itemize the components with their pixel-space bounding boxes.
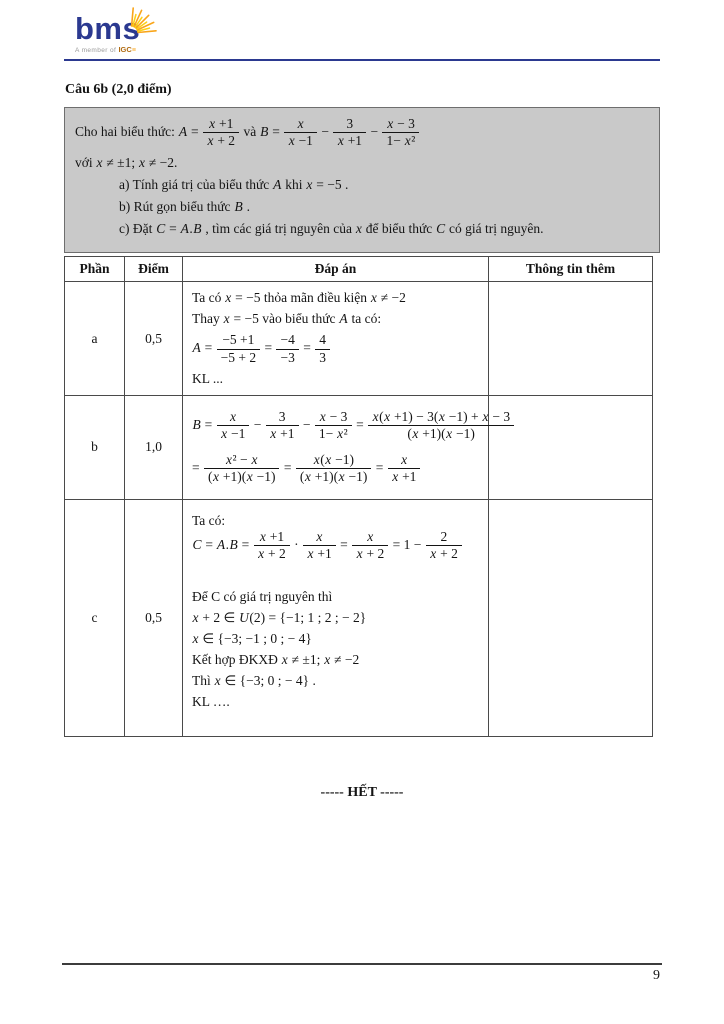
question-title: Câu 6b (2,0 điểm) [65, 82, 172, 97]
problem-line: với x ≠ ±1; x ≠ −2. [75, 155, 178, 171]
answer-line: Thì x ∈ {−3; 0 ; − 4} . [192, 673, 316, 689]
col-header-diem: Điểm [125, 257, 183, 282]
problem-statement-box [64, 107, 660, 253]
answer-cell [183, 282, 489, 395]
score-cell: 0,5 [125, 282, 183, 395]
answer-line: B = $\frac{x}{x -1}$ − $\frac{3}{x +1}$ − $\frac{x - 3}{\text{1− x²}}$ = $\frac{x(x +1) - 3(x -1) + x - 3}{(x +1)(x -1)}$ [192, 409, 480, 442]
col-header-phan: Phần [65, 257, 125, 282]
page-header [64, 0, 660, 61]
member-text: A member of [75, 47, 117, 54]
answer-line: = $\frac{\text{x² − x}}{(x +1)(x -1)}$ = $\frac{x(x -1)}{(x +1)(x -1)}$ = $\frac{x}{x +1}$ [192, 452, 480, 485]
part-cell: c [65, 499, 125, 736]
answer-line: KL ... [192, 370, 223, 386]
problem-line-a: a) Tính giá trị của biểu thức A khi x = −5 . [119, 177, 349, 193]
answer-line: KL …. [192, 694, 230, 710]
part-cell: a [65, 282, 125, 395]
answer-cell [183, 395, 511, 499]
col-header-thong-tin-them: Thông tin thêm [489, 257, 653, 282]
answer-line: x ∈ {−3; −1 ; 0 ; − 4} [192, 631, 312, 647]
extra-info-cell [489, 282, 653, 395]
table-row-b [65, 395, 653, 499]
member-brand: IGC [118, 45, 132, 54]
part-cell: b [65, 395, 125, 499]
header-divider [64, 59, 660, 61]
end-mark: ----- HẾT ----- [320, 784, 404, 800]
table-row-a [65, 282, 653, 395]
answer-line: Ta có x = −5 thỏa mãn điều kiện x ≠ −2 [192, 290, 406, 306]
answer-line: Để C có giá trị nguyên thì [192, 589, 333, 605]
bms-logo-text: bms [75, 11, 141, 46]
answer-line: x + 2 ∈ U(2) = {−1; 1 ; 2 ; − 2} [192, 610, 367, 626]
brand-lines-icon: ≡ [131, 47, 135, 54]
logo-tagline [75, 45, 140, 54]
col-header-dap-an: Đáp án [183, 257, 489, 282]
score-cell: 0,5 [125, 499, 183, 736]
page-footer [62, 963, 662, 984]
footer-divider [62, 963, 662, 965]
bms-logo [75, 13, 140, 54]
table-row-c [65, 499, 653, 736]
answer-line: Kết hợp ĐKXĐ x ≠ ±1; x ≠ −2 [192, 652, 360, 668]
problem-line-b: b) Rút gọn biểu thức B . [119, 199, 250, 215]
problem-line-c: c) Đặt C = A.B , tìm các giá trị nguyên của x để biểu thức C có giá trị nguyên. [119, 221, 544, 237]
answer-table [64, 256, 653, 736]
table-header-row [65, 257, 653, 282]
score-cell: 1,0 [125, 395, 183, 499]
extra-info-cell [489, 499, 653, 736]
answer-line: Thay x = −5 vào biểu thức A ta có: [192, 311, 382, 327]
sun-rays-icon [129, 5, 163, 37]
answer-cell [183, 499, 489, 736]
page-number: 9 [653, 968, 660, 983]
problem-line: Cho hai biểu thức: A = $\frac{x +1}{x + 2}$ và B = $\frac{x}{x -1}$ − $\frac{3}{x +1}$ − $\frac{x - 3}{\text{1− x²}}$ [75, 116, 647, 149]
answer-line: Ta có: C = A.B = $\frac{x +1}{x + 2}$ · $\frac{x}{x +1}$ = $\frac{x}{x + 2}$ = 1 − $\frac{2}{x + 2}$ [192, 513, 480, 562]
answer-line: A = $\frac{-5 +1}{-5 + 2}$ = $\frac{-4}{-3}$ = $\frac{4}{3}$ [192, 332, 480, 365]
